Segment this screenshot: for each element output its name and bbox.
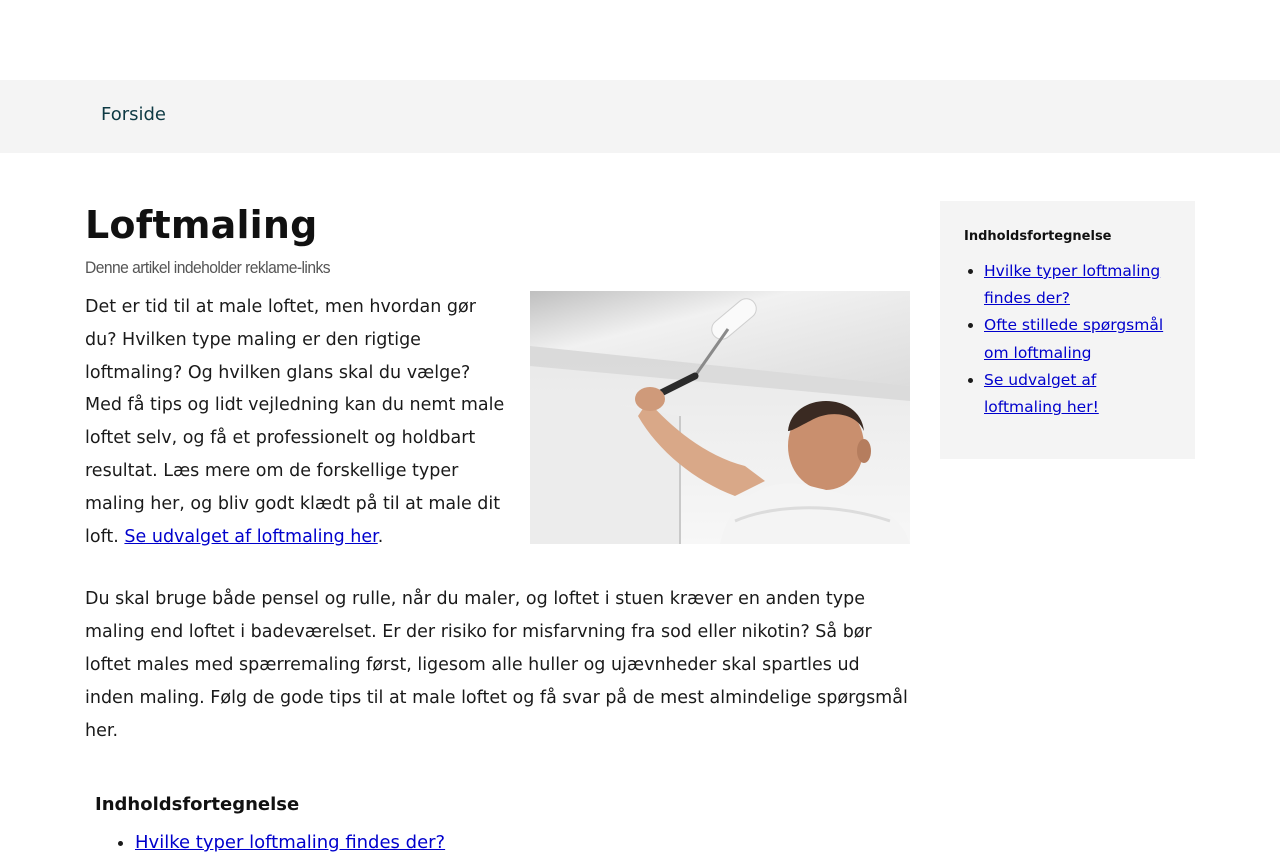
inline-table-of-contents bbox=[85, 794, 910, 857]
intro-product-link[interactable]: Se udvalget af loftmaling her bbox=[124, 526, 378, 547]
top-header bbox=[0, 0, 1280, 80]
sidebar-toc-item bbox=[984, 312, 1171, 366]
intro-text: Det er tid til at male loftet, men hvordan gør du? Hvilken type maling er den rigtige loftmaling? Og hvilken glans skal du vælge? Med få tips og lidt vejledning kan du nemt male loftet selv, og få et professionelt og holdbart resultat. Læs mere om de forskellige typer maling her, og bliv godt klædt på til at male dit loft. bbox=[85, 297, 505, 547]
nav-home-link[interactable]: Forside bbox=[101, 104, 167, 125]
article bbox=[85, 201, 910, 857]
page-title: Loftmaling bbox=[85, 203, 318, 247]
hero-image-painter-ceiling bbox=[530, 291, 910, 544]
inline-toc-link[interactable]: Hvilke typer loftmaling findes der? bbox=[135, 832, 446, 853]
body-paragraph: Du skal bruge både pensel og rulle, når du maler, og loftet i stuen kræver en anden type maling end loftet i badeværelset. Er der risiko for misfarvning fra sod eller nikotin? Så bør loftet males med spærremaling først, ligesom alle huller og ujævnheder skal spartles ud inden maling. Følg de gode tips til at male loftet og få svar på de mest almindelige spørgsmål her. bbox=[85, 589, 908, 741]
main-navigation bbox=[0, 80, 1280, 153]
inline-toc-title: Indholdsfortegnelse bbox=[95, 794, 300, 815]
inline-toc-item bbox=[135, 829, 910, 857]
inline-toc-list bbox=[95, 829, 910, 857]
sidebar-toc-list bbox=[964, 258, 1171, 421]
sidebar-toc-link-selection[interactable]: Se udvalget af loftmaling her! bbox=[984, 370, 1099, 417]
sidebar-toc-item bbox=[984, 258, 1171, 312]
sidebar-toc-link-types[interactable]: Hvilke typer loftmaling findes der? bbox=[984, 262, 1161, 308]
sidebar-toc-link-faq[interactable]: Ofte stillede spørgsmål om loftmaling bbox=[984, 316, 1164, 362]
painter-illustration bbox=[530, 291, 910, 544]
intro-section bbox=[85, 291, 910, 549]
sidebar-toc-item bbox=[984, 367, 1171, 421]
sidebar-table-of-contents bbox=[940, 201, 1195, 459]
sidebar-toc-title: Indholdsfortegnelse bbox=[964, 229, 1112, 244]
intro-end: . bbox=[377, 526, 384, 547]
intro-paragraph bbox=[85, 291, 510, 553]
ad-disclaimer: Denne artikel indeholder reklame-links bbox=[85, 258, 331, 277]
page-content bbox=[0, 153, 1280, 853]
